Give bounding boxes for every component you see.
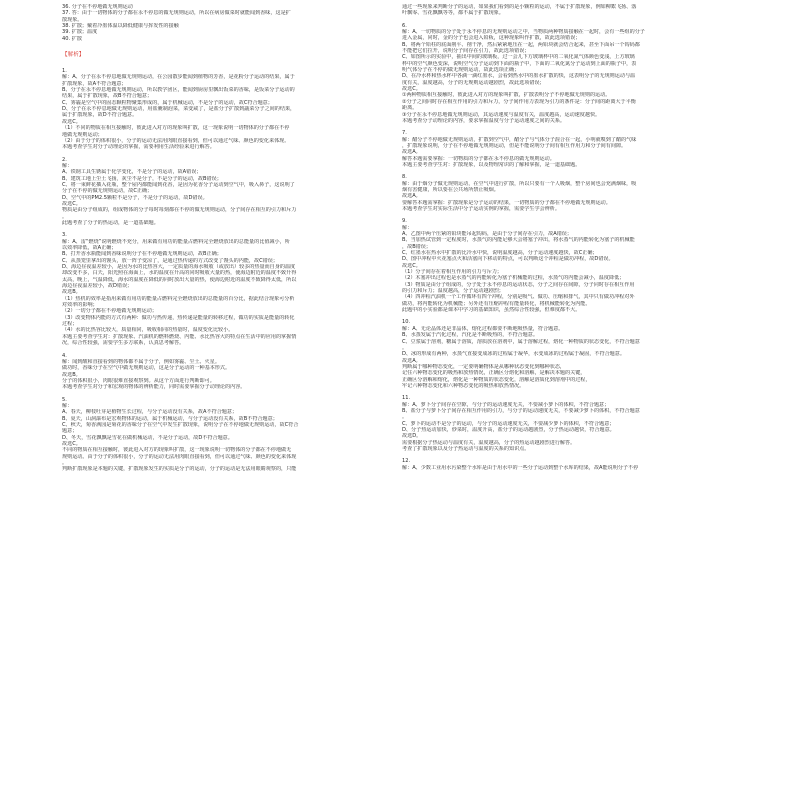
text-line: A、铁钢工具生锈属于化学变化，不是分子的运动，故A错误； bbox=[62, 169, 202, 176]
text-line: 本题考查学生对分子动理论的掌握，需要利用生活经验来进行解答。 bbox=[62, 144, 215, 151]
text-line: 牢记六种物态变化和六种物态变化的吸热和放热情况。 bbox=[402, 382, 525, 389]
text-line: （4）水的比热容比较大，质量相同，吸收相同的热量时，温度变化比较小。 bbox=[62, 327, 234, 334]
text-line: 。 bbox=[62, 213, 68, 220]
text-line: 40. 扩散 bbox=[62, 35, 82, 42]
text-line: 需要根据分子热运动与温度有关，温度越高，分子的热运动越剧烈进行解答。 bbox=[402, 439, 576, 446]
text-line: D、冰的形成有两种，水蒸气直接变成冰的过程属于凝华，水变成冰的过程属于凝固，不符合题意。 bbox=[402, 351, 625, 358]
text-line: B、夏天，山洞瀑布是宏观物体的运动，属于机械运动，与分子运动没有关系，故B不符合题意； bbox=[62, 415, 278, 422]
text-line: ②分子之间同时存在相互作用的引力和斥力，分子间作用力表现为引力的条件是：分子间的距离大于平衡 bbox=[402, 98, 636, 105]
text-line: 对效率的影响； bbox=[62, 302, 98, 309]
text-line: 此题中的小实验都是课本中学习的基础知识，虽然综合性较强，但难度都不大。 bbox=[402, 307, 581, 314]
text-line: B、打开香水瓶能闻到香味说明分子在不停地做无规则运动，故B正确； bbox=[62, 251, 222, 258]
text-line: 解：A、无论晶体还是非晶体，熔化过程都要不断地吸热量，符合题意。 bbox=[402, 325, 564, 332]
text-line: 9. bbox=[402, 218, 407, 225]
text-line: B、建筑工地上尘土飞扬，灰尘不是分子，不是分子的运动，故B错误； bbox=[62, 175, 222, 182]
text-line: 此题考查了分子的热运动，是一道基础题。 bbox=[62, 219, 159, 226]
text-line: 本题主要考查学生对：扩散现象、汽油机的燃料燃烧、内能、水比热容大的特点在生活中的应用的掌握情 bbox=[62, 333, 297, 340]
text-line: 叶飘零、雪花飘飘等等，都不属于扩散现象。 bbox=[402, 10, 504, 17]
text-line: （3）物质是由分子组成的，分子处于永不停息的运动状态，分子之间存在间隙，分子同时存在相互作用 bbox=[402, 281, 635, 288]
text-line: 39. 扩散；温度 bbox=[62, 29, 98, 36]
text-line: 11. bbox=[402, 395, 411, 402]
text-line: 10. bbox=[402, 319, 411, 326]
text-line: 解：A、一切物质的分子处于永不停息的无规则运动之中，当物质两种物质接触在一起时，会有一些组的分子 bbox=[402, 29, 645, 36]
text-line: 结果，属于扩散现象，故B不符合题意； bbox=[62, 93, 153, 100]
text-line: 度有关，温度越高，分子的无规则运动越剧烈，故此选项错误； bbox=[402, 79, 545, 86]
text-line: B、将两个铅柱的底面削平、削干净，然后紧紧地压在一起，两铅块就会结合起来，甚至下面吊一个钩码都 bbox=[402, 41, 640, 48]
text-line: 2. bbox=[62, 156, 67, 163]
text-line: 物质是由分子组成的，组成物体的分子每时每刻都在不停的做无规则运动，分子间存在相互的引力和斥力 bbox=[62, 207, 297, 214]
text-line: 扩散现象，故A不符合题意； bbox=[62, 80, 127, 87]
text-line: 12. bbox=[402, 458, 411, 465]
text-line: 海边昼夜温差较小，故D错误； bbox=[62, 283, 133, 290]
text-line: 。 bbox=[62, 460, 68, 466]
text-line: A、乙图中两个压紧的铅块能吊起钩码，是由于分子间存在引力，故A错误； bbox=[402, 231, 572, 237]
text-line: 况，综合性较强，需要学生多方联系，认真思考解答。 bbox=[62, 340, 185, 347]
text-line: C、雾霾是空气中的固态颗粒物聚集形成的，属于机械运动，不是分子的运动，故C符合题意； bbox=[62, 99, 273, 106]
text-line: 解：A、雷“燃烧”说明燃烧不充分，用来做有用功的能量占燃料完全燃烧放出的总能量的比值减小，所 bbox=[62, 238, 290, 245]
paragraph-gap bbox=[62, 42, 402, 48]
text-line: 36. 分子在不停地做无规则运动 bbox=[62, 4, 133, 10]
text-line: B、当加热试管到一定程度时，水蒸气的内能足够大会将塞子冲出，将水蒸气的内能转化为塞子的机械能 bbox=[402, 237, 635, 244]
text-line: 杯中的空气颜色变深，说明空气分子运动到下面的瓶子中，下面的二氧化氮分子运动到上面的瓶子中，表 bbox=[402, 60, 637, 67]
text-line: 进入金属，同时，金的分子也会进入铅板，这种现象叫作扩散，故此选项错误； bbox=[402, 35, 581, 42]
text-line: 本题考查学生对分子和宏观的物体的辨析能力，同时需要掌握分子动理论的内容。 bbox=[62, 384, 246, 391]
text-line: 8. bbox=[402, 174, 407, 181]
text-line: 不能把它们拉开，说明分子间存在引力，故此选项错误； bbox=[402, 48, 530, 55]
text-line: 散现象。 bbox=[62, 16, 83, 23]
text-line: （2）木塞冲出过程也是水蒸气的内能转化为塞子机械能的过程，水蒸气的内能会减小，温度降低； bbox=[402, 275, 625, 282]
text-line: B、分子在永不停息地做无规则运动，所以教学团区，能闻到厨房里飘出饭菜的香味，是饭菜分子运动的 bbox=[62, 87, 295, 94]
text-line: ③分子在永不停息地做无规则运动，其运动速度与温度有关，温度越高，运动速度越快。 bbox=[402, 111, 601, 118]
text-line: 分子的体积很小，肉眼很难直接观察到。从这个方面进行判断即可。 bbox=[62, 377, 215, 384]
text-line: ，故B错误； bbox=[402, 243, 431, 250]
text-line: 6. bbox=[402, 22, 407, 29]
text-line: 判断扩散现象是本题的关键，扩散现象发生的实质是分子的运动，分子的运动是无法用眼睛观察的，只能 bbox=[62, 466, 297, 473]
text-line: 规则运动。由于分子的体积很小，分子的运动无法用肉眼直接看到，但可以通过气味、颜色的变化来体现 bbox=[62, 453, 297, 460]
text-line: 解：闻到酸和直接看到的物体都不属于分子，例如雾霾、尘土、火星。 bbox=[62, 358, 220, 365]
text-line: （2）一切分子都在不停地做无规则运动； bbox=[62, 308, 157, 315]
text-line: C、从蒸笼里拿出的馒头，放一阵子变凉了，是通过热传递的方式改变了馒头的内能，故C错误； bbox=[62, 257, 278, 264]
text-line: 过程； bbox=[62, 321, 78, 328]
text-line: 要解答本题需掌握：扩散现象是分子运动的结果，一切物质的分子都在不停地做无规则运动。 bbox=[402, 199, 611, 206]
text-line: 以效率降低，故A正确； bbox=[62, 245, 117, 251]
text-line: 记住六种物态变化的吸热和放热情况，正确区分熔化和溶解，是解决本题的关键， bbox=[402, 370, 586, 377]
text-line: 5. bbox=[62, 396, 67, 403]
text-line: D、图中冲程中火花塞点火和活塞向下移动的特点，可以判断这个冲程是做功冲程，故D错误。 bbox=[402, 256, 614, 263]
text-line: （1）热机的效率是指用来做有用功的能量占燃料完全燃烧放出的总能量的百分比，据此结合现象可分析 bbox=[62, 295, 295, 302]
text-line: （1）不同的物质在相互接触时，彼此进入对方的现象叫扩散，这一现象说明一切物体的分子都在不停 bbox=[62, 125, 290, 132]
text-line: B、盐分子与萝卜分子间存在相互作用的引力，与分子的运动速度无关，不要减少萝卜的体积，不符合题意 bbox=[402, 407, 640, 414]
text-line: 通过一些现象来判断分子的运动，如果我们看到的是小颗粒的运动，不属于扩散现象，例如柳絮飞扬、落 bbox=[402, 4, 637, 10]
text-line: 不同的物质在相互接触时，彼此进入对方的现象叫扩散，这一现象说明一切物体的分子都在不停地做无 bbox=[62, 447, 292, 454]
text-line: 解答本题需要掌握：一切物质的分子都在永不停息的做无规则运动。 bbox=[402, 155, 555, 162]
text-line: C、将一束鲜花插入花瓶，整个屋内都能闻到花香，是因为花香分子运动到空气中，吸入鼻子，这说明了 bbox=[62, 181, 295, 188]
text-line: D、分子在永不停息地做无规则运动，用盐腌制泡菜，菜变咸了，是盐分子扩散到蔬菜分子之间的结果， bbox=[62, 106, 296, 113]
text-line: 属于扩散现象，故D不符合题意。 bbox=[62, 112, 138, 119]
text-line: 解：醋分子不停地做无规则运动，扩散到空气中，醋分子与气体分子混合在一起，小明就嗅到了醋的气味 bbox=[402, 136, 637, 143]
text-line: （3）改变物体内能的方式有两种：做功与热传递，热传递是能量的转移过程，做功的实质是能量的转化 bbox=[62, 314, 295, 321]
text-line: 故选D。 bbox=[402, 433, 422, 440]
text-line: 考查了扩散现象以及分子热运动与温度的关系的知识点。 bbox=[402, 446, 530, 452]
section-heading-analysis: 【解析】 bbox=[62, 52, 85, 59]
text-line: 本题主要考查学生对：扩散现象，以及物理常识的了解和掌握，是一道基础题。 bbox=[402, 161, 581, 168]
text-line: 解：A、萝卜分子间存在空隙，与分子的运动速度无关，不要减小萝卜的体积，不符合题意； bbox=[402, 401, 610, 408]
text-line: 3. bbox=[62, 232, 67, 239]
text-line: 故选C。 bbox=[402, 262, 421, 269]
text-line: 故选C。 bbox=[402, 86, 421, 93]
text-line: 。 bbox=[402, 414, 408, 421]
text-line: 37. 答：由于一切物体的分子都在永不停息的做无规则运动，所以在病房做菜时就能闻到香味，这是扩 bbox=[62, 10, 291, 17]
text-line: 距离。 bbox=[402, 105, 418, 112]
text-line: 7. bbox=[402, 130, 407, 137]
right-column bbox=[402, 4, 742, 790]
text-line: C、红墨水在热水中扩散的比冷水中快，说明温度越高，分子运动速度越快，故C正确； bbox=[402, 250, 598, 257]
text-line: D、海边昼夜温差较小，是因为水的比热容大，一定质量的海水吸收（或放出）较多的热量而自身的温度 bbox=[62, 264, 296, 271]
text-line: 太高，晚上，气温降低，海水的温度在降低的同时放出大量的热，使海边附近的温度不致降得太低，所以 bbox=[62, 276, 297, 283]
text-line: 题意； bbox=[62, 428, 78, 435]
text-line: 正确区分溶解和熔化，熔化是一种物质的状态变化，溶解是溶质化到溶剂中的过程， bbox=[402, 376, 591, 383]
text-line: 判断属于哪种物态变化，一定要明确物体是从哪种状态变化到哪种状态， bbox=[402, 363, 566, 370]
text-line: 解：A、分子在永不停息地做无规则运动，在公园散步能闻到植物的芳香，是花粉分子运动的结果，属于 bbox=[62, 74, 295, 81]
text-line: ，扩散现象说明，分子在不停地做无规则运动，但是不能说明分子间有相互作用力和分子间有间隙。 bbox=[402, 142, 627, 149]
text-line: B、水蒸发属于汽化过程，汽化是不断吸热的，不符合题意。 bbox=[402, 332, 538, 339]
text-line: C、秋天，菊香满园是菊花的香味分子在空气中发生扩散现象，说明分子在不停地做无规则运动，故C符合 bbox=[62, 421, 299, 428]
text-line: C、如图所示的实验中，抽出中间的玻璃板，过一会儿下方玻璃杯中的二氧化氮气体颜色变浅，上方玻璃 bbox=[402, 54, 635, 61]
text-line: 做功时，香味分子在空气中做无规则运动，这是分子运动的一种基本形式。 bbox=[62, 365, 231, 372]
text-line: 故选A。 bbox=[402, 149, 421, 156]
text-line: 明气体分子在不停的做无规则运动，故此选项正确； bbox=[402, 67, 520, 74]
text-line: 烟有害健康，所以要在公共场所禁止吸烟。 bbox=[402, 186, 499, 193]
text-line: （4）四冲程汽油机一个工作循环有四个冲程，分别是吸气、做功、压缩和排气，其中只有做功冲程对外 bbox=[402, 294, 635, 301]
text-line: 。 bbox=[402, 344, 408, 351]
text-line: 解：由于烟分子做无规则运动，在空气中进行扩散，所以只要有一个人吸烟，整个房间也会充满烟味，吸 bbox=[402, 180, 637, 187]
left-column bbox=[62, 4, 402, 790]
text-line: 故选C。 bbox=[62, 200, 81, 207]
text-line: C、豆浆属于溶剂，糖属于溶质，溶质放在溶剂中，属于溶解过程，熔化一种物质的状态变化，不符合题意 bbox=[402, 338, 640, 345]
text-line: 故选C。 bbox=[62, 118, 81, 125]
text-line: 故选C。 bbox=[62, 440, 81, 447]
text-line: 故选B。 bbox=[62, 289, 81, 296]
text-line: 做功，将内能转化为机械能；另外还有压缩冲程有能量转化，将机械能转化为内能。 bbox=[402, 300, 591, 307]
text-line: （1）分子间存在着相互作用的引力与斥力； bbox=[402, 269, 503, 276]
text-line: D、分子热运动加快，炒菜时，温度升高，盐分子的运动越剧烈，分子热运动越快，符合题意。 bbox=[402, 426, 615, 433]
text-line: 本题考查分子动理论的内容，要求掌握温度与分子运动速度之间的关系。 bbox=[402, 117, 566, 124]
text-line: 38. 扩散；戴着冷墨体温以降低健康与挥发性的接触 bbox=[62, 23, 179, 30]
text-line: D、冬天，雪花飘飘是雪花在做机械运动，不是分子运动，故D不符合题意。 bbox=[62, 434, 233, 441]
text-line: 解：A、少数工业用水污染整个水库是由于用水中的一些分子运动到整个水库的结果，故A能说明分子不停 bbox=[402, 464, 639, 471]
text-line: ①两种物质相互接触时，彼此进入对方的现象叫扩散，扩散表明分子不停地做无规则的运动。 bbox=[402, 92, 611, 99]
text-line: A、春天，柳枝吐芽是植物生长过程，与分子运动没有关系，故A不符合题意； bbox=[62, 409, 238, 416]
text-line: 地做无规则运动； bbox=[62, 131, 103, 138]
text-line: C、萝卜的运动不是分子的运动，与分子的运动速度无关，不要减少萝卜的体积，不符合题意； bbox=[402, 420, 615, 427]
text-line: 故选A。 bbox=[402, 193, 421, 200]
text-line: 4. bbox=[62, 352, 67, 359]
text-line: 故选A。 bbox=[402, 357, 421, 364]
text-line: 1. bbox=[62, 68, 67, 75]
text-line: （2）由于分子的体积很小，分子的运动无法用肉眼直接看到，但可以通过气味、颜色的变化来体现。 bbox=[62, 137, 290, 144]
text-line: 分子在不停的做无规则运动，故C正确； bbox=[62, 188, 153, 195]
text-line: 却改变不多，白天，阳光照在海面上，水的温度在升高的同时吸收大量的热，使海边附近的温度不致升得 bbox=[62, 270, 297, 277]
text-line: 解： bbox=[62, 162, 73, 169]
text-line: 解： bbox=[62, 402, 73, 409]
text-line: 解： bbox=[402, 224, 413, 231]
text-line: D、在冷水杯和热水杯中各滴一滴红墨水，会看到热水中的墨水扩散的快，这表明分子的无规则运动与温 bbox=[402, 73, 636, 80]
text-line: 故选B。 bbox=[62, 371, 81, 378]
text-line: 本题考查学生对实际生活中分子运动实例的掌握，需要学生学会辨析。 bbox=[402, 205, 560, 212]
text-line: D、空气中的PM2.5颗粒不是分子，不是分子的运动，故D错误。 bbox=[62, 194, 208, 201]
text-line: 的引力和斥力；温度越高，分子运动越剧烈； bbox=[402, 288, 504, 295]
